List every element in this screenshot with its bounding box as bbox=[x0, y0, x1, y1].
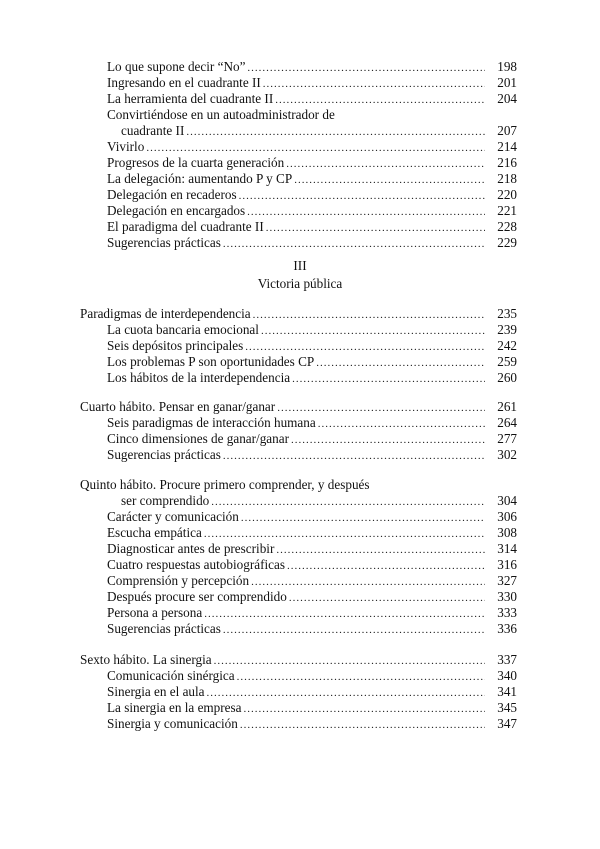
toc-entry-text: Sugerencias prácticas bbox=[107, 235, 221, 250]
toc-entry bbox=[107, 219, 517, 235]
toc-entry-page: 302 bbox=[497, 447, 517, 462]
leader-dots bbox=[204, 526, 485, 542]
toc-entry-text: Comprensión y percepción bbox=[107, 573, 250, 588]
toc-entry-text: Comunicación sinérgica bbox=[107, 668, 235, 683]
leader-dots bbox=[245, 339, 485, 355]
toc-entry-page: 228 bbox=[497, 219, 517, 234]
toc-entry bbox=[107, 370, 517, 386]
leader-dots bbox=[286, 156, 485, 172]
toc-entry-page: 207 bbox=[497, 123, 517, 138]
toc-entry-page: 345 bbox=[497, 700, 517, 715]
toc-entry-page: 333 bbox=[497, 605, 517, 620]
toc-entry-page: 277 bbox=[497, 431, 517, 446]
toc-entry-text: Sugerencias prácticas bbox=[107, 447, 221, 462]
toc-entry-page: 221 bbox=[497, 203, 517, 218]
toc-entry-page: 214 bbox=[497, 139, 517, 154]
leader-dots bbox=[214, 653, 485, 669]
leader-dots bbox=[204, 606, 485, 622]
toc-entry-page: 239 bbox=[497, 322, 517, 337]
toc-entry bbox=[107, 509, 517, 525]
toc-chapter-page: 337 bbox=[497, 652, 517, 667]
toc-entry bbox=[107, 431, 517, 447]
toc-entry-text: Escucha empática bbox=[107, 525, 202, 540]
leader-dots bbox=[237, 669, 485, 685]
toc-entry-page: 216 bbox=[497, 155, 517, 170]
toc-entry-text: Carácter y comunicación bbox=[107, 509, 239, 524]
toc-entry-text: Ingresando en el cuadrante II bbox=[107, 75, 261, 90]
toc-entry bbox=[107, 621, 517, 637]
toc-entry bbox=[107, 716, 517, 732]
toc-entry-text: Sinergia en el aula bbox=[107, 684, 205, 699]
toc-entry-page: 242 bbox=[497, 338, 517, 353]
toc-entry-page: 220 bbox=[497, 187, 517, 202]
toc-entry-page: 260 bbox=[497, 370, 517, 385]
leader-dots bbox=[223, 622, 485, 638]
leader-dots bbox=[266, 220, 485, 236]
toc-entry-text: Después procure ser comprendido bbox=[107, 589, 287, 604]
toc-entry bbox=[107, 354, 517, 370]
toc-entry-text: Lo que supone decir “No” bbox=[107, 59, 246, 74]
leader-dots bbox=[318, 416, 485, 432]
leader-dots bbox=[294, 172, 485, 188]
toc-entry-page: 229 bbox=[497, 235, 517, 250]
leader-dots bbox=[276, 542, 485, 558]
toc-entry-page: 314 bbox=[497, 541, 517, 556]
toc-entry bbox=[107, 235, 517, 251]
leader-dots bbox=[261, 323, 485, 339]
toc-entry-text: Seis paradigmas de interacción humana bbox=[107, 415, 316, 430]
leader-dots bbox=[186, 124, 485, 140]
toc-entry-text: Delegación en recaderos bbox=[107, 187, 237, 202]
toc-entry-page: 198 bbox=[497, 59, 517, 74]
toc-entry-text: Los problemas P son oportunidades CP bbox=[107, 354, 315, 369]
leader-dots bbox=[244, 701, 485, 717]
leader-dots bbox=[277, 400, 485, 416]
leader-dots bbox=[146, 140, 485, 156]
toc-entry bbox=[121, 123, 517, 139]
toc-entry-page: 336 bbox=[497, 621, 517, 636]
leader-dots bbox=[263, 76, 485, 92]
toc-chapter-page: 261 bbox=[497, 399, 517, 414]
toc-entry-text: Los hábitos de la interdependencia bbox=[107, 370, 291, 385]
toc-entry bbox=[107, 415, 517, 431]
toc-entry-page: 347 bbox=[497, 716, 517, 731]
toc-entry-text: La herramienta del cuadrante II bbox=[107, 91, 274, 106]
toc-entry bbox=[107, 187, 517, 203]
leader-dots bbox=[247, 60, 485, 76]
toc-entry-page: 327 bbox=[497, 573, 517, 588]
toc-entry bbox=[107, 322, 517, 338]
toc-entry-text: Sinergia y comunicación bbox=[107, 716, 238, 731]
leader-dots bbox=[289, 590, 485, 606]
toc-entry-text: La delegación: aumentando P y CP bbox=[107, 171, 293, 186]
leader-dots bbox=[239, 188, 485, 204]
toc-chapter bbox=[121, 493, 517, 509]
leader-dots bbox=[251, 574, 485, 590]
toc-entry bbox=[107, 171, 517, 187]
toc-entry bbox=[107, 684, 517, 700]
toc-entry bbox=[107, 541, 517, 557]
toc-entry-page: 306 bbox=[497, 509, 517, 524]
leader-dots bbox=[247, 204, 485, 220]
leader-dots bbox=[223, 448, 485, 464]
toc-chapter-title: Paradigmas de interdependencia bbox=[80, 306, 251, 321]
leader-dots bbox=[292, 371, 485, 387]
part-title: Victoria pública bbox=[257, 276, 343, 291]
part-numeral: III bbox=[293, 258, 307, 273]
leader-dots bbox=[240, 717, 485, 733]
toc-entry-text: Convirtiéndose en un autoadministrador de bbox=[107, 107, 335, 122]
toc-entry-text: cuadrante II bbox=[121, 123, 185, 138]
toc-chapter-page: 235 bbox=[497, 306, 517, 321]
toc-entry-text: Progresos de la cuarta generación bbox=[107, 155, 285, 170]
toc-chapter-title: Quinto hábito. Procure primero comprender, y después bbox=[80, 477, 370, 492]
toc-entry bbox=[107, 605, 517, 621]
toc-chapter-page: 304 bbox=[497, 493, 517, 508]
toc-entry-text: Persona a persona bbox=[107, 605, 203, 620]
toc-entry-text: El paradigma del cuadrante II bbox=[107, 219, 264, 234]
toc-entry-text: Delegación en encargados bbox=[107, 203, 246, 218]
toc-entry-page: 340 bbox=[497, 668, 517, 683]
toc-entry-text: Cinco dimensiones de ganar/ganar bbox=[107, 431, 290, 446]
toc-entry-page: 264 bbox=[497, 415, 517, 430]
toc-entry-text: Cuatro respuestas autobiográficas bbox=[107, 557, 285, 572]
toc-entry bbox=[107, 139, 517, 155]
toc-entry-text: Seis depósitos principales bbox=[107, 338, 244, 353]
leader-dots bbox=[211, 494, 485, 510]
toc-entry bbox=[107, 75, 517, 91]
toc-entry bbox=[107, 573, 517, 589]
leader-dots bbox=[287, 558, 485, 574]
toc-entry bbox=[107, 668, 517, 684]
leader-dots bbox=[241, 510, 485, 526]
toc-chapter-title: Sexto hábito. La sinergia bbox=[80, 652, 212, 667]
toc-entry-page: 259 bbox=[497, 354, 517, 369]
toc-entry-page: 308 bbox=[497, 525, 517, 540]
toc-entry-text: Diagnosticar antes de prescribir bbox=[107, 541, 275, 556]
toc-entry bbox=[107, 338, 517, 354]
toc-entry bbox=[107, 447, 517, 463]
toc-entry bbox=[107, 700, 517, 716]
toc-entry bbox=[107, 525, 517, 541]
leader-dots bbox=[223, 236, 485, 252]
toc-entry-page: 201 bbox=[497, 75, 517, 90]
toc-entry bbox=[107, 91, 517, 107]
toc-entry-page: 204 bbox=[497, 91, 517, 106]
toc-entry-page: 341 bbox=[497, 684, 517, 699]
leader-dots bbox=[253, 307, 485, 323]
leader-dots bbox=[316, 355, 485, 371]
leader-dots bbox=[207, 685, 485, 701]
toc-entry bbox=[107, 589, 517, 605]
toc-chapter bbox=[80, 399, 517, 415]
toc-entry-text: Vivirlo bbox=[107, 139, 145, 154]
toc-entry bbox=[107, 59, 517, 75]
toc-entry-page: 218 bbox=[497, 171, 517, 186]
toc-chapter-title: Cuarto hábito. Pensar en ganar/ganar bbox=[80, 399, 276, 414]
toc-entry-text: La cuota bancaria emocional bbox=[107, 322, 259, 337]
toc-entry bbox=[107, 203, 517, 219]
leader-dots bbox=[291, 432, 485, 448]
toc-chapter bbox=[80, 652, 517, 668]
toc-entry-page: 316 bbox=[497, 557, 517, 572]
toc-entry bbox=[107, 155, 517, 171]
toc-entry-text: Sugerencias prácticas bbox=[107, 621, 221, 636]
toc-entry-text: La sinergia en la empresa bbox=[107, 700, 242, 715]
leader-dots bbox=[275, 92, 485, 108]
toc-entry-page: 330 bbox=[497, 589, 517, 604]
toc-entry bbox=[107, 557, 517, 573]
toc-chapter bbox=[80, 306, 517, 322]
toc-chapter-title-cont: ser comprendido bbox=[121, 493, 210, 508]
